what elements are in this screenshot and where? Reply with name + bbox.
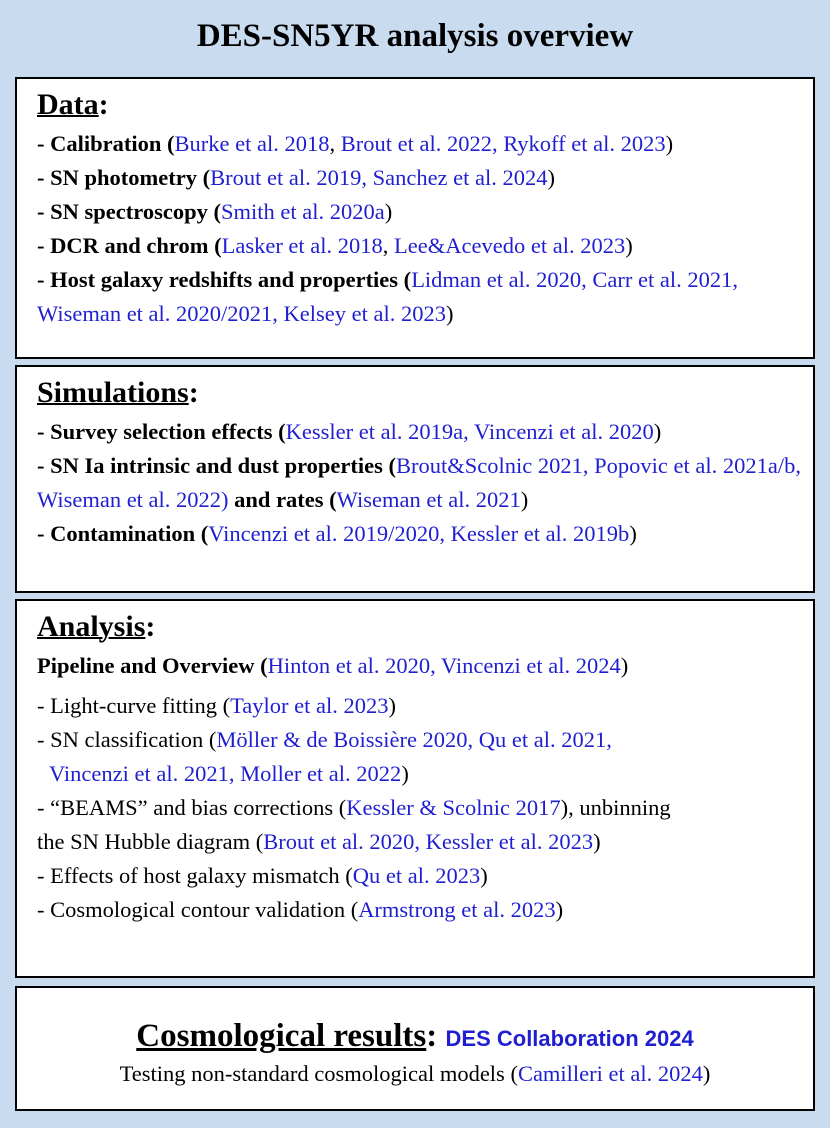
results-heading: Cosmological results: DES Collaboration 2024 (136, 1018, 694, 1054)
data-line-photometry: - SN photometry (Brout et al. 2019, Sanchez et al. 2024) (37, 165, 556, 190)
data-box (15, 77, 815, 359)
figure-title: DES-SN5YR analysis overview (196, 18, 634, 54)
analysis-line-beams-cont: the SN Hubble diagram (Brout et al. 2020, Kessler et al. 2023) (37, 829, 601, 854)
analysis-line-mismatch: - Effects of host galaxy mismatch (Qu et al. 2023) (37, 863, 488, 888)
analysis-line-beams: - “BEAMS” and bias corrections (Kessler & Scolnic 2017), unbinning (37, 795, 671, 820)
analysis-line-classification-cont: Vincenzi et al. 2021, Moller et al. 2022) (49, 761, 409, 786)
analysis-pipeline: Pipeline and Overview (Hinton et al. 2020, Vincenzi et al. 2024) (37, 653, 629, 678)
analysis-line-contour: - Cosmological contour validation (Armstrong et al. 2023) (37, 897, 564, 922)
analysis-box (15, 599, 815, 978)
results-box (15, 986, 815, 1111)
results-subtitle: Testing non-standard cosmological models (Camilleri et al. 2024) (119, 1061, 711, 1086)
data-line-spectroscopy: - SN spectroscopy (Smith et al. 2020a) (37, 199, 393, 224)
sim-line-selection: - Survey selection effects (Kessler et al. 2019a, Vincenzi et al. 2020) (37, 419, 662, 444)
sim-line-dust: - SN Ia intrinsic and dust properties (Brout&Scolnic 2021, Popovic et al. 2021a/b, Wiseman et al. 2022) and rates (Wiseman et al. 2021) (37, 453, 801, 512)
data-line-host: - Host galaxy redshifts and properties (Lidman et al. 2020, Carr et al. 2021, Wiseman et al. 2020/2021, Kelsey et al. 2023) (37, 267, 738, 326)
data-line-calibration: - Calibration (Burke et al. 2018, Brout et al. 2022, Rykoff et al. 2023) (37, 131, 674, 156)
analysis-line-lightcurve: - Light-curve fitting (Taylor et al. 2023) (37, 693, 396, 718)
data-heading: Data: (37, 88, 109, 121)
analysis-heading: Analysis: (37, 610, 156, 643)
results-collaboration: DES Collaboration 2024 (445, 1026, 694, 1051)
simulations-heading: Simulations: (37, 376, 199, 409)
data-line-dcr: - DCR and chrom (Lasker et al. 2018, Lee&Acevedo et al. 2023) (37, 233, 633, 258)
sim-line-contamination: - Contamination (Vincenzi et al. 2019/2020, Kessler et al. 2019b) (37, 521, 637, 546)
simulations-box (15, 365, 815, 593)
analysis-line-classification: - SN classification (Möller & de Boissière 2020, Qu et al. 2021, (37, 727, 612, 752)
